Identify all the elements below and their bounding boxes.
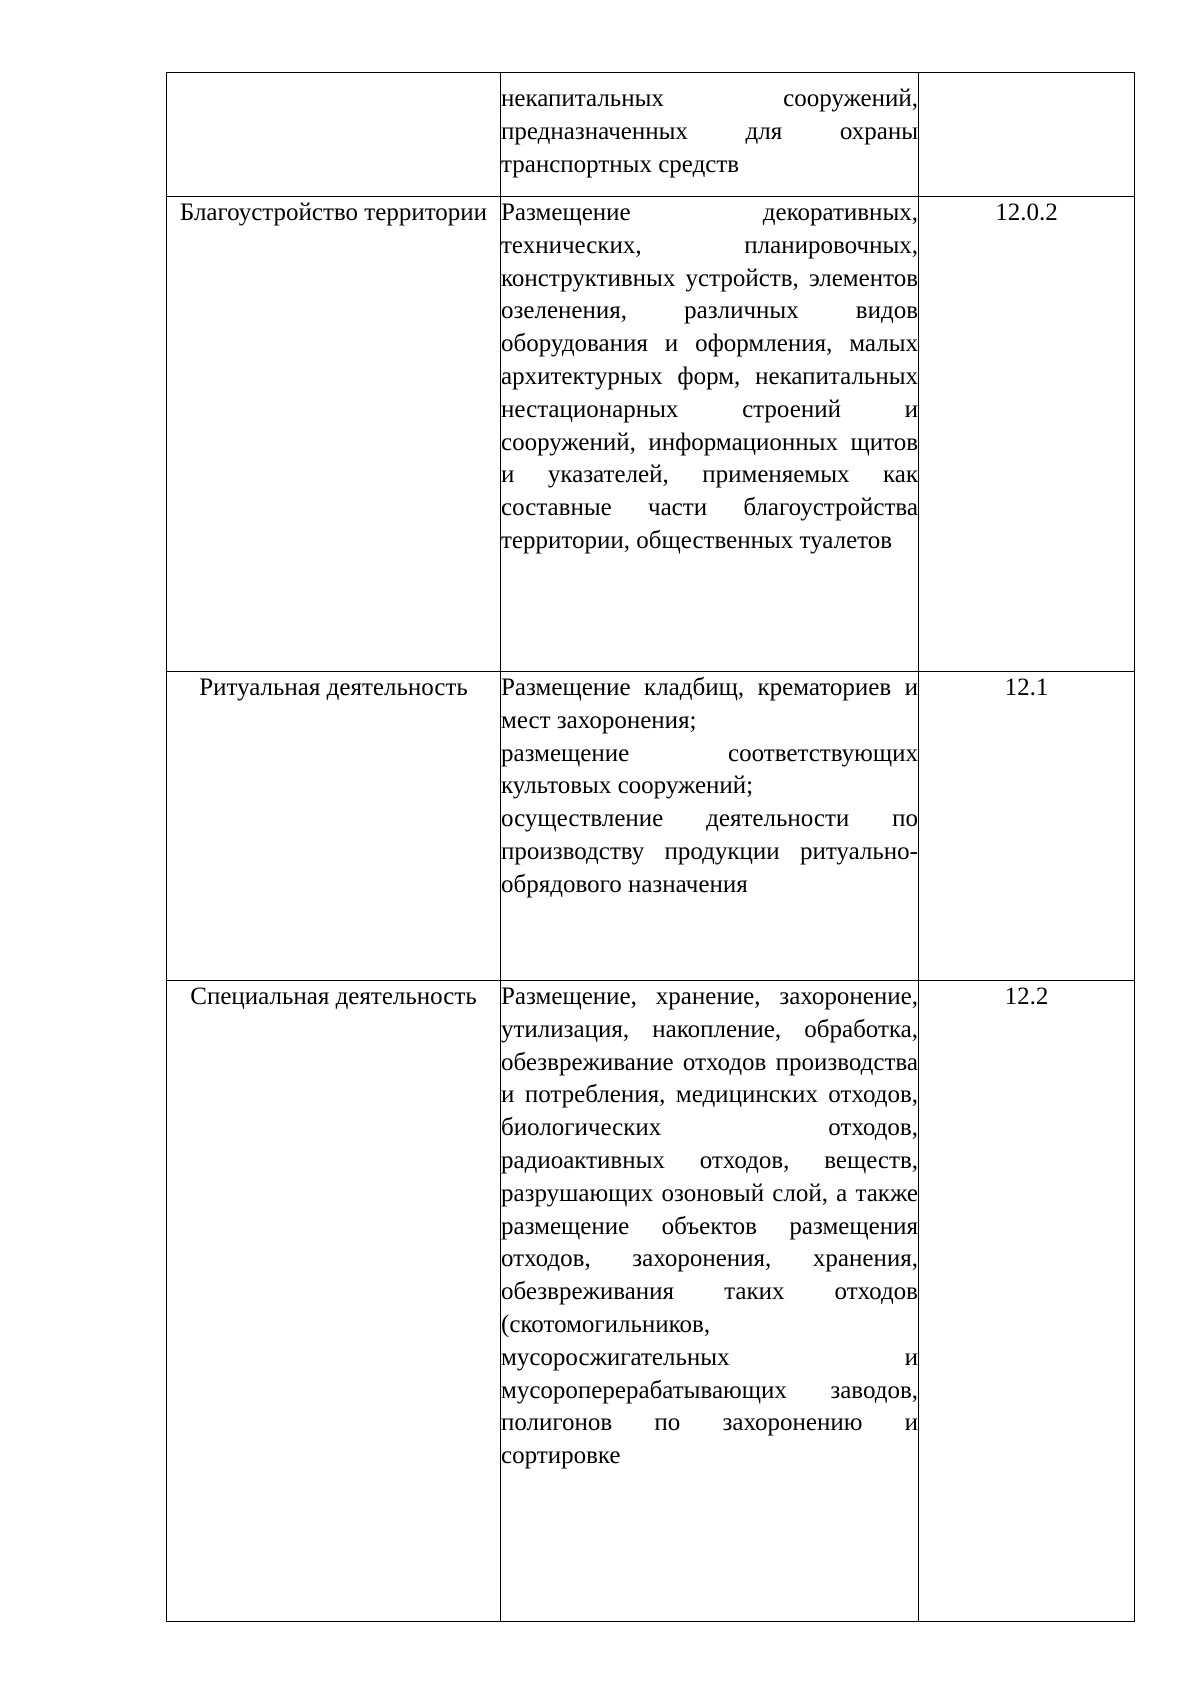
use-code-cell (919, 73, 1135, 197)
use-code-cell: 12.2 (919, 981, 1135, 1622)
use-description-cell (501, 672, 919, 981)
description-paragraph: Размещение декоративных, технических, планировочных, конструктивных устройств, элементов озеленения, различных видов оборудования и оформления, малых архитектурных форм, некапитальных нестационарных строений и сооружений, информационных щитов и указателей, применяемых как составные части благоустройства территории, общественных туалетов (501, 199, 918, 554)
table-row (167, 197, 1135, 672)
description-paragraph: осуществление деятельности по производству продукции ритуально-обрядового назначения (501, 805, 918, 898)
use-name-cell: Ритуальная деятельность (167, 672, 501, 981)
table-row (167, 981, 1135, 1622)
use-description-cell (501, 73, 919, 197)
description-paragraph: некапитальных сооружений, предназначенных для охраны транспортных средств (501, 85, 918, 178)
land-use-table (166, 72, 1135, 1622)
description-paragraph: Размещение кладбищ, крематориев и мест захоронения; (501, 674, 918, 734)
use-code-cell: 12.1 (919, 672, 1135, 981)
table-row (167, 672, 1135, 981)
use-description-cell (501, 981, 919, 1622)
use-name-cell (167, 73, 501, 197)
description-paragraph: размещение соответствующих культовых сооружений; (501, 739, 918, 800)
use-description-cell (501, 197, 919, 672)
table-row (167, 73, 1135, 197)
use-code-cell: 12.0.2 (919, 197, 1135, 672)
use-name-cell: Специальная деятельность (167, 981, 501, 1622)
description-paragraph: Размещение, хранение, захоронение, утилизация, накопление, обработка, обезвреживание отходов производства и потребления, медицинских отходов, биологических отходов, радиоактивных отходов, веществ, разрушающих озоновый слой, а также размещение объектов размещения отходов, захоронения, хранения, обезвреживания таких отходов (скотомогильников, мусоросжигательных и мусороперерабатывающих заводов, полигонов по захоронению и сортировке (501, 983, 918, 1470)
use-name-cell: Благоустройство территории (167, 197, 501, 672)
